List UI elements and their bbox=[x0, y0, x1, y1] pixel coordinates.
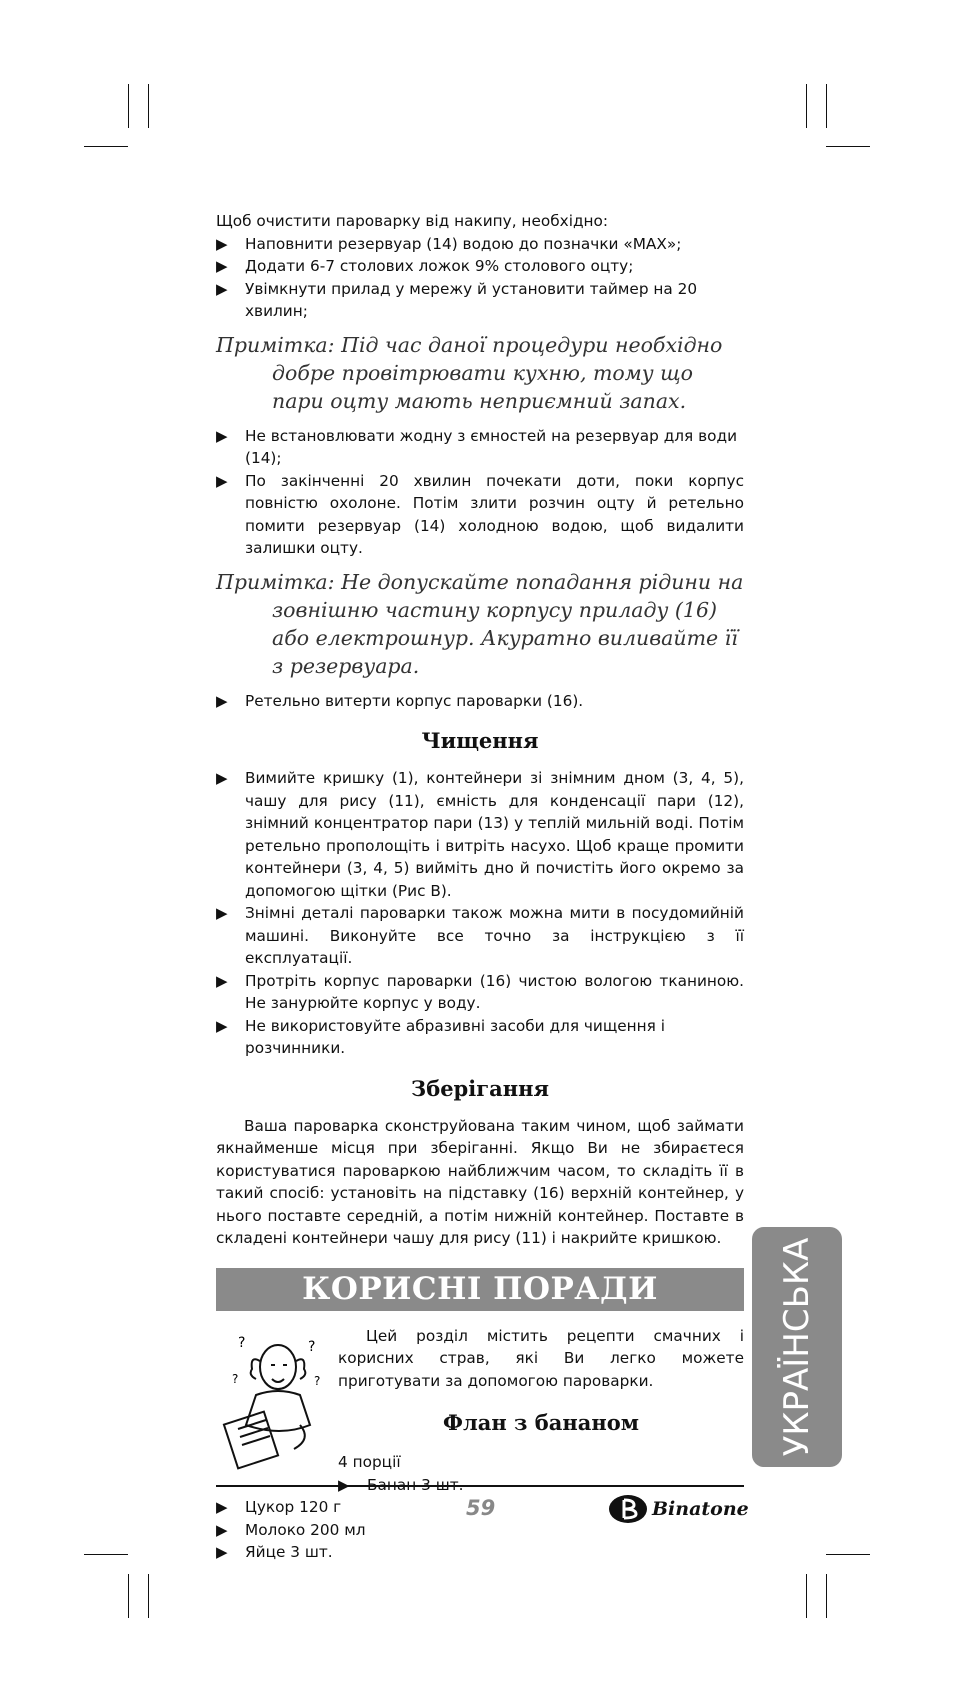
recipe-title: Флан з бананом bbox=[443, 1410, 639, 1435]
footer-rule bbox=[216, 1485, 744, 1487]
cleaning-heading: Чищення bbox=[421, 728, 539, 753]
crop-mark bbox=[84, 1554, 128, 1555]
ingredient-item: ▶ Молоко 200 мл bbox=[216, 1519, 744, 1542]
crop-mark bbox=[806, 1574, 807, 1618]
svg-text:?: ? bbox=[238, 1334, 246, 1351]
list-item: ▶ Протріть корпус пароварки (16) чистою вологою тканиною. Не занурюйте корпус у воду. bbox=[216, 970, 744, 1015]
svg-text:?: ? bbox=[314, 1373, 321, 1388]
list-item: ▶ Не встановлювати жодну з ємностей на резервуар для води (14); bbox=[216, 425, 744, 470]
crop-mark bbox=[128, 84, 129, 128]
brand-logo-icon bbox=[608, 1494, 648, 1524]
tips-banner: КОРИСНІ ПОРАДИ bbox=[216, 1268, 744, 1311]
reader-illustration bbox=[216, 1325, 338, 1497]
list-item: ▶ Додати 6-7 столових ложок 9% столового оцту; bbox=[216, 255, 744, 278]
list-item: ▶ Наповнити резервуар (14) водою до позначки «МАХ»; bbox=[216, 233, 744, 256]
brand-logo bbox=[608, 1494, 749, 1524]
ingredient-item: ▶ Яйце 3 шт. bbox=[216, 1541, 744, 1564]
list-item: ▶ По закінченні 20 хвилин почекати доти, поки корпус повністю охолоне. Потім злити розчин оцту й ретельно помити резервуар (14) холодною водою, щоб видалити залишки оцту. bbox=[216, 470, 744, 560]
intro-text: Щоб очистити пароварку від накипу, необхідно: bbox=[216, 212, 609, 230]
storage-heading: Зберігання bbox=[411, 1075, 549, 1101]
page-number: 59 bbox=[466, 1496, 496, 1520]
servings: 4 порції bbox=[338, 1453, 401, 1471]
note-1: Примітка: Під час даної процедури необхідно добре провітрювати кухню, тому що пари оцту мають неприємний запах. bbox=[216, 332, 723, 413]
storage-text: Ваша пароварка сконструйована таким чином, щоб займати якнайменше місця при зберіганні. Якщо Ви не збираєтеся користуватися пароваркою найближчим часом, то складіть її в такий спосіб: установіть на підставку (16) верхній контейнер, у нього поставте середній, а потім нижній контейнер. Поставте в складені контейнери чашу для рису (11) і накрийте кришкою. bbox=[216, 1116, 744, 1247]
list-item: ▶ Знімні деталі пароварки також можна мити в посудомийній машині. Виконуйте все точно за інструкцією з її експлуатації. bbox=[216, 902, 744, 970]
crop-mark bbox=[128, 1574, 129, 1618]
crop-mark bbox=[826, 1554, 870, 1555]
crop-mark bbox=[826, 146, 870, 147]
tips-block bbox=[216, 1325, 744, 1497]
svg-text:?: ? bbox=[232, 1371, 239, 1386]
crop-mark bbox=[806, 84, 807, 128]
crop-mark bbox=[84, 146, 128, 147]
brand-name: Binatone bbox=[652, 1498, 749, 1520]
language-tab-label: УКРАЇНСЬКА bbox=[777, 1237, 817, 1457]
list-item: ▶ Увімкнути прилад у мережу й установити таймер на 20 хвилин; bbox=[216, 278, 744, 323]
svg-text:?: ? bbox=[308, 1338, 316, 1355]
crop-mark bbox=[826, 1574, 827, 1618]
tips-intro: Цей розділ містить рецепти смачних і корисних страв, які Ви легко можете приготувати за допомогою пароварки. bbox=[338, 1326, 744, 1390]
crop-mark bbox=[148, 84, 149, 128]
note-2: Примітка: Не допускайте попадання рідини на зовнішню частину корпусу приладу (16) або електрошнур. Акуратно виливайте її з резервуара. bbox=[216, 569, 744, 678]
crop-mark bbox=[148, 1574, 149, 1618]
ingredient-item: ▶ Цукор 120 г bbox=[216, 1496, 744, 1519]
language-tab bbox=[752, 1227, 842, 1467]
list-item: ▶ Вимийте кришку (1), контейнери зі знімним дном (3, 4, 5), чашу для рису (11), ємність для конденсації пари (12), знімний концентратор пари (13) у теплій мильній воді. Потім ретельно прополощіть і витріть насухо. Щоб краще промити контейнери (3, 4, 5) вийміть дно й почистіть його окремо за допомогою щітки (Рис В). bbox=[216, 767, 744, 902]
tips-text bbox=[338, 1325, 744, 1497]
reader-illustration-icon bbox=[216, 1325, 334, 1475]
page-content bbox=[216, 210, 744, 1564]
list-item: ▶ Не використовуйте абразивні засоби для чищення і розчинники. bbox=[216, 1015, 744, 1060]
crop-mark bbox=[826, 84, 827, 128]
list-item: ▶ Ретельно витерти корпус пароварки (16). bbox=[216, 690, 744, 713]
